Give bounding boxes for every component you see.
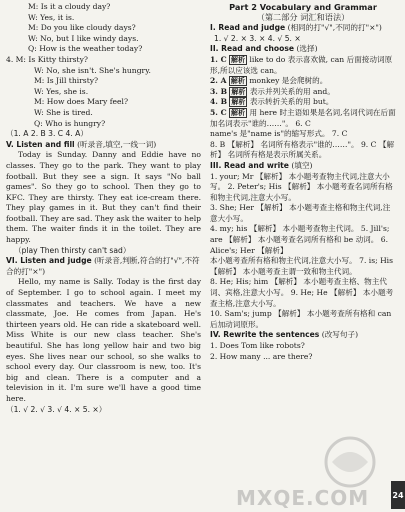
answer-row xyxy=(210,87,396,98)
answer-number: 2. A xyxy=(210,76,227,86)
section-ii-answers xyxy=(210,55,396,129)
answer-text: 3. She; Her 【解析】 本小题考查主格和物主代词,注意大小写。 xyxy=(210,203,391,223)
answer-text: 8. He; His; him 【解析】 本小题考查主格、物主代词、宾格,注意大小写。 9. He; He 【解析】 本小题考查主格,注意大小写。 xyxy=(210,277,394,308)
dialog-line: W: She is tired. xyxy=(34,107,93,117)
section-vi-title: VI. Listen and judge xyxy=(6,256,92,266)
dialog-line: W: No, but I like windy days. xyxy=(28,33,139,43)
section-v-note: (听录音,填空,一线一词) xyxy=(77,139,157,149)
left-column xyxy=(6,2,201,415)
dialog-line: W: No, she isn't. She's hungry. xyxy=(34,65,151,75)
answer-text: monkey 是会爬树的。 xyxy=(249,76,328,86)
watermark-text: MXQE.COM xyxy=(236,486,370,510)
answer-text: 2. How many ... are there? xyxy=(210,351,313,361)
answer-text: like to do 表示喜欢做, can 后面接动词原形,所以应该选 can。 xyxy=(210,54,393,75)
section-iv-note: (改写句子) xyxy=(321,330,359,340)
dialog-line: M: Is Jill thirsty? xyxy=(34,76,99,86)
section-vi-passage: Hello, my name is Sally. Today is the first day of September. I go to school again. I meet my classmates and teachers. We have a new classmate, Joe. He comes from Japan. He's thirteen years old. He can ride a skateboard well. Miss White is our new class teacher. She's beautiful. She has long yellow hair and two big eyes. She lives near our school, so she walks to school every day. Our classroom is new, too. It's big and clean. There is a computer and a television in it. I'm sure we'll have a good time here. xyxy=(6,277,201,403)
section-iv-title: IV. Rewrite the sentences xyxy=(210,330,320,340)
analysis-tag: 解析 xyxy=(230,76,245,86)
answers-section-vi: （1. √ 2. √ 3. √ 4. × 5. ×） xyxy=(6,404,107,414)
section-ii-title: II. Read and choose xyxy=(210,44,295,54)
answer-text: 表示并列关系的用 and。 xyxy=(249,86,335,96)
answer-number: 1. C xyxy=(210,54,227,64)
answer-text: 4. my; his 【解析】 本小题考查物主代词。 5. Jill's; are 【解析】 本小题考查名词所有格和 be 动词。 6. Alice's; Her 【解析】 xyxy=(210,224,390,255)
dialog-line: Q: Who is hungry? xyxy=(34,118,106,128)
answer-number: 5. C xyxy=(210,107,227,117)
answer-text: name's 是"name is"的缩写形式。 7. C xyxy=(210,129,348,139)
answer-text: 8. B 【解析】 名词所有格表示"谁的……"。 9. C 【解析】 名词所有格是表示所属关系。 xyxy=(210,139,395,160)
part-title-en: Part 2 Vocabulary and Grammar xyxy=(229,2,377,12)
section-i-answers: 1. √ 2. × 3. × 4. √ 5. × xyxy=(214,33,301,43)
analysis-tag: 解析 xyxy=(231,97,246,107)
answer-row xyxy=(210,55,396,76)
answers-section-v: （play Then thirsty can't sad） xyxy=(14,245,131,255)
section-iii-title: III. Read and write xyxy=(210,160,289,170)
answers-section-iv: （1. A 2. B 3. C 4. A） xyxy=(6,129,88,139)
section-v-passage: Today is Sunday. Danny and Eddie have no classes. They go to the park. They want to play football. But they see a sign. It says "No ball games". So they go to school. Then they go to KFC. They are thirsty. They eat ice-cream there. They play games in it. But they can't find their football. They are sad. They ask the waiter to help them. The waiter finds it in the toilet. They are happy. xyxy=(6,150,201,245)
answer-number: 4. B xyxy=(210,97,227,107)
dialog-line: Q: How is the weather today? xyxy=(28,44,143,54)
section-i-title: I. Read and judge xyxy=(210,23,286,33)
section-ii-note: (选择) xyxy=(296,44,318,54)
answer-row xyxy=(210,97,396,108)
answer-text: 10. Sam's; jump 【解析】 本小题考查所有格和 can 后加动词原形。 xyxy=(210,309,392,329)
dialog-line: 4. M: Is Kitty thirsty? xyxy=(6,54,88,64)
dialog-line: W: Yes, it is. xyxy=(28,12,75,22)
dialog-line: M: Do you like cloudy days? xyxy=(28,23,136,33)
dialog-section xyxy=(6,2,201,129)
answer-number: 3. B xyxy=(210,86,227,96)
section-i-note: (相同的打"√",不同的打"×") xyxy=(287,23,382,33)
dialog-line: W: Yes, she is. xyxy=(34,86,89,96)
analysis-tag: 解析 xyxy=(231,86,246,96)
answer-row xyxy=(210,76,396,87)
answer-row xyxy=(210,108,396,129)
section-iii-answers xyxy=(210,172,396,331)
right-column xyxy=(210,2,396,362)
section-ii-extra xyxy=(210,129,396,161)
answer-text: 本小题考查所有格和物主代词,注意大小写。 7. is; His 【解析】 本小题考查主谓一致和物主代词。 xyxy=(210,256,394,276)
dialog-line: M: Is it a cloudy day? xyxy=(28,2,111,11)
page-number: 24 xyxy=(391,481,405,509)
section-vi-note: (听录音,判断,符合的打"√",不符合的打"×") xyxy=(6,256,200,276)
analysis-tag: 解析 xyxy=(231,54,246,64)
dialog-line: M: How does Mary feel? xyxy=(34,97,129,107)
section-iv-answers xyxy=(210,341,396,362)
answer-text: 1. Does Tom like robots? xyxy=(210,341,305,350)
answer-text: 1. your; Mr 【解析】 本小题考查物主代词,注意大小写。 2. Peter's; His 【解析】 本小题考查名词所有格和物主代词,注意大小写。 xyxy=(210,171,393,202)
section-v-title: V. Listen and fill xyxy=(6,139,75,149)
section-iii-note: (填空) xyxy=(291,160,313,170)
analysis-tag: 解析 xyxy=(231,107,246,117)
answer-text: 用 here 时主语如果是名词,名词代词在后面加名词表示"谁的……"。 6. C xyxy=(210,107,396,128)
answer-text: 表示转折关系的用 but。 xyxy=(249,97,334,107)
part-subtitle: （第二部分 词汇和语法） xyxy=(256,11,350,22)
